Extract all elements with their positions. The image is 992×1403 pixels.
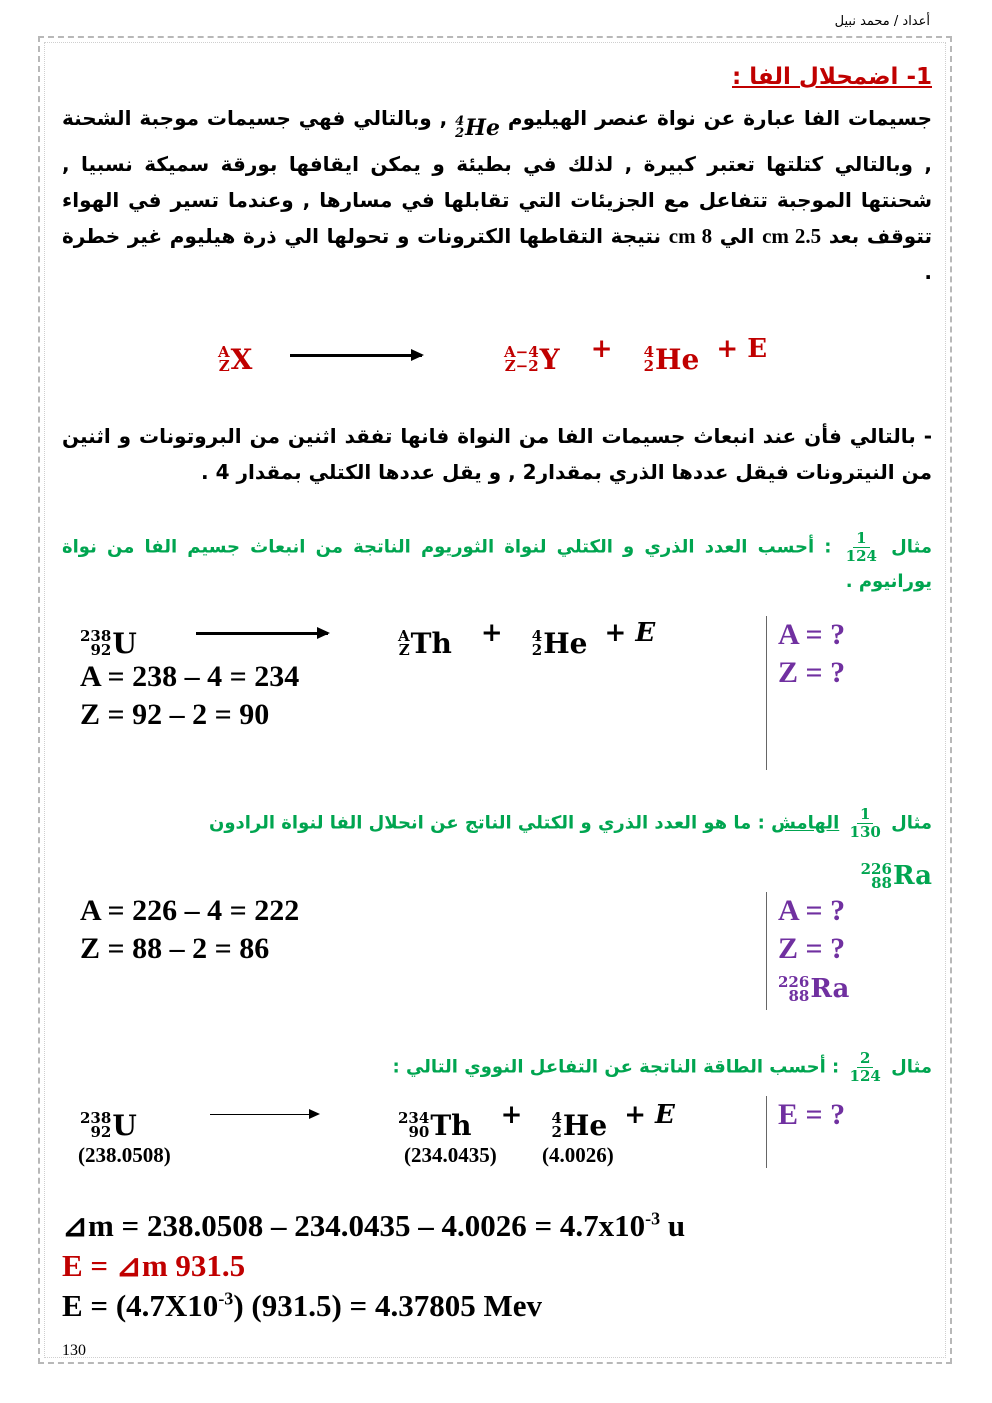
example2-radium-nucleus: 226 88 Ra (778, 973, 850, 1005)
energy-result-line: $E = (4.7X10^{-3}) (931.5) = 4.37805$ Mev (62, 1288, 542, 1323)
example3-parent-mass: (238.0508) (78, 1143, 171, 1167)
example2-atomic-number-calc: Z = 88 – 2 = 86 (80, 932, 270, 965)
intro-paragraph: جسيمات الفا عبارة عن نواة عنصر الهيليوم 4 2 He , وبالتالي فهي جسيمات موجبة الشحنة , وبالتالي كتلتها تعتبر كبيرة , لذلك في بطيئة و يمكن ايقافها بورقة سميكة نسبيا , شحنتها الموجبة تتفاعل مع الجزيئات التي تقابلها في مسارها , وعندما تسير في الهواء تتوقف بعد 2.5 cm الي 8 cm نتيجة التقاطها الكترونات و تحولها الي ذرة هيليوم غير خطرة . (62, 106, 933, 284)
example3-prompt: مثال $\frac{2}{124}$ : أحسب الطاقة الناتجة عن التفاعل النووي التالي : (392, 1049, 932, 1085)
example2-divider (766, 892, 767, 1010)
example1-ref-fraction: $\frac{1}{124}$ (845, 529, 877, 565)
example3-products: 234 90 Th + 4 2 He + E (398, 1100, 675, 1142)
example3-ref-fraction: $\frac{2}{124}$ (849, 1049, 881, 1085)
energy-formula: E = ⊿m 931.5 (62, 1248, 246, 1283)
example2-ref-fraction: $\frac{1}{130}$ (849, 805, 881, 841)
example2-prompt: مثال $\frac{1}{130}$ الهامش : ما هو العدد الذري و الكتلي الناتج عن انحلال الفا لنواة الرادون (208, 805, 932, 841)
distance-max: 8 cm (668, 224, 713, 248)
mass-defect-line: ⊿m = $238.0508 - 234.0435 - 4.0026 = 4.7x10^{-3}$ u (62, 1208, 686, 1243)
author-credit: أعداد / محمد نبيل (834, 14, 930, 29)
example1-products: A Z Th + 4 2 He + E (398, 618, 656, 660)
example1-parent-nucleus: 238 92 U (80, 626, 137, 660)
example3-alpha-mass: (4.0026) (542, 1143, 614, 1167)
reaction-arrow (290, 354, 422, 357)
general-products: A−4 Z−2 Y + 4 2 He + E (504, 334, 768, 376)
general-daughter-nucleus: A−4 Z−2 Y (504, 342, 560, 376)
example3-arrow (210, 1114, 318, 1115)
example3-daughter-mass: (234.0435) (404, 1143, 497, 1167)
page-number: 130 (62, 1342, 86, 1359)
example3-parent-nucleus: 238 92 U (80, 1108, 137, 1142)
example2-question-z: Z = ? (778, 932, 846, 965)
example1-mass-number-calc: A = 238 – 4 = 234 (80, 660, 300, 693)
consequence-paragraph: - بالتالي فأن عند انبعاث جسيمات الفا من النواة فانها تفقد اثنين من البروتونات و اثنين من النيترونات فيقل عددها الذري بمقدار2 , و يقل عددها الكتلي بمقدار 4 . (62, 424, 932, 484)
intro-text-end: نتيجة التقاطها الكترونات و تحولها الي ذرة هيليوم غير خطرة . (62, 224, 932, 284)
example1-question-z: Z = ? (778, 656, 846, 689)
intro-text-main: , وبالتالي فهي جسيمات موجبة الشحنة , وبالتالي كتلتها تعتبر كبيرة , لذلك في بطيئة و يمكن ايقافها بورقة سميكة نسبيا , شحنتها الموجبة تتفاعل مع الجزيئات التي تقابلها في مسارها , وعندما تسير في الهواء تتوقف بعد (62, 106, 933, 248)
general-alpha-particle: 4 2 He (643, 342, 700, 376)
example1-question-a: A = ? (778, 618, 846, 651)
example1-divider (766, 616, 767, 770)
helium-nucleus-symbol: 4 2 He (455, 114, 500, 141)
general-parent-nucleus: A Z X (218, 342, 253, 376)
example1-prompt: مثال $\frac{1}{124}$ : أحسب العدد الذري و الكتلي لنواة الثوريوم الناتجة من انبعاث جسيم الفا من نواة يورانيوم . (62, 529, 932, 592)
general-energy-term: + E (716, 334, 768, 364)
example2-question-a: A = ? (778, 894, 846, 927)
example3-divider (766, 1096, 767, 1168)
example2-mass-number-calc: A = 226 – 4 = 222 (80, 894, 300, 927)
example2-radium-label: 226 88 Ra (860, 860, 932, 892)
example3-question-e: E = ? (778, 1098, 846, 1131)
distance-min: 2.5 cm (762, 224, 822, 248)
example1-atomic-number-calc: Z = 92 – 2 = 90 (80, 698, 270, 731)
intro-text-before: جسيمات الفا عبارة عن نواة عنصر الهيليوم (507, 106, 932, 130)
section-heading: 1- اضمحلال الفا : (731, 64, 932, 90)
example1-arrow (196, 632, 328, 635)
